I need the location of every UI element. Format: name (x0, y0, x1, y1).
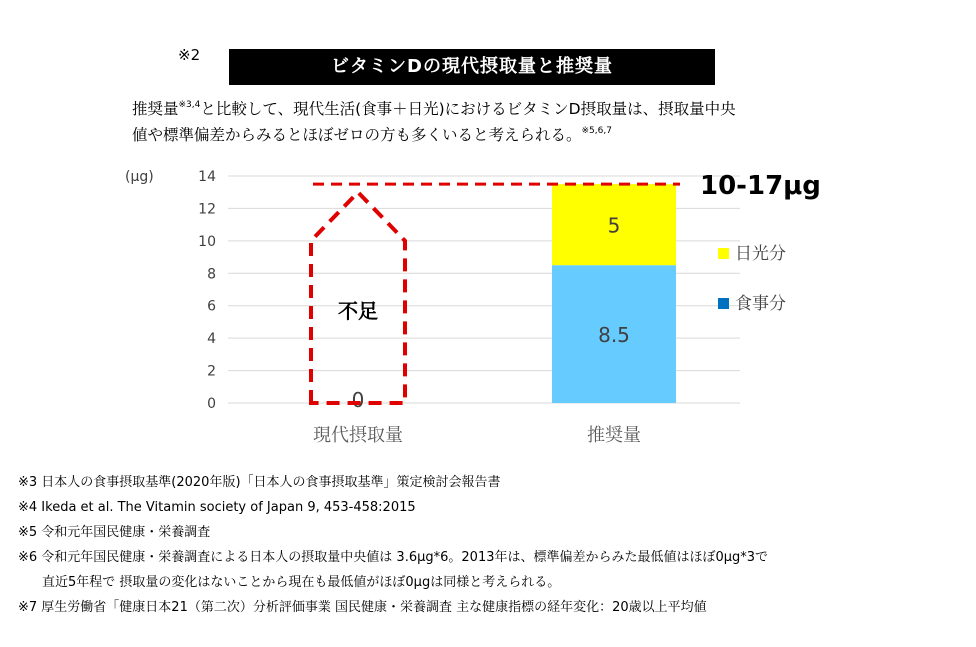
lead-line-2 (132, 122, 892, 148)
x-tick-1: 推奨量 (587, 425, 641, 446)
lead-sup-2: ※5,6,7 (581, 126, 612, 136)
page-title: ビタミンDの現代摂取量と推奨量 (229, 49, 715, 85)
x-tick-labels (313, 425, 641, 446)
bar-label-1-1: 5 (607, 213, 621, 238)
shortage-label: 不足 (338, 299, 378, 323)
legend-label-0: 食事分 (735, 294, 786, 314)
reference-label: 10-17μg (700, 171, 821, 201)
legend-swatch-1 (718, 248, 729, 259)
lead-line-1b: と比較して、現代生活(食事＋日光)におけるビタミンD摂取量は、摂取量中央 (200, 100, 736, 118)
footnote-6: ※6 令和元年国民健康・栄養調査による日本人の摂取量中央値は 3.6μg*6。2013年は、標準偏差からみた最低値はほぼ0μg*3で (18, 550, 769, 565)
y-tick-0: 0 (207, 396, 216, 412)
y-axis-label: (μg) (125, 169, 154, 185)
lead-line-1 (132, 96, 892, 122)
legend (718, 244, 786, 314)
note-mark: ※2 (178, 46, 201, 64)
y-tick-2: 2 (207, 363, 216, 380)
footnote-5: ※5 令和元年国民健康・栄養調査 (18, 525, 211, 540)
y-tick-4: 4 (207, 331, 216, 348)
y-tick-6: 6 (207, 298, 216, 315)
y-tick-10: 10 (198, 233, 216, 250)
bar-label-1-0: 8.5 (598, 323, 630, 348)
legend-swatch-0 (718, 298, 729, 309)
footnotes (18, 470, 968, 620)
footnote-7: ※7 厚生労働省「健康日本21（第二次）分析評価事業 国民健康・栄養調査 主な健康指標の経年変化：20歳以上平均値 (18, 600, 707, 615)
x-tick-0: 現代摂取量 (313, 425, 403, 446)
lead-text (132, 96, 892, 148)
footnote-6-cont: 直近5年程で 摂取量の変化はないことから現在も最低値がほぼ0μgは同様と考えられる。 (42, 575, 561, 590)
footnote-4: ※4 Ikeda et al. The Vitamin society of Japan 9, 453-458:2015 (18, 500, 416, 515)
lead-sup-1: ※3,4 (178, 100, 201, 110)
footnote-3: ※3 日本人の食事摂取基準(2020年版)「日本人の食事摂取基準」策定検討会報告書 (18, 475, 501, 490)
lead-line-1a: 推奨量 (132, 100, 179, 118)
y-tick-8: 8 (207, 266, 216, 283)
vitamin-d-chart (0, 150, 976, 450)
y-tick-14: 14 (198, 169, 216, 185)
legend-label-1: 日光分 (735, 244, 786, 264)
y-tick-labels (198, 169, 216, 412)
y-tick-12: 12 (198, 201, 216, 218)
shortage-arrow (311, 192, 405, 403)
lead-line-2-text: 値や標準偏差からみるとほぼゼロの方も多くいると考えられる。 (132, 126, 582, 144)
bar-label-0-0: 0 (351, 388, 365, 412)
